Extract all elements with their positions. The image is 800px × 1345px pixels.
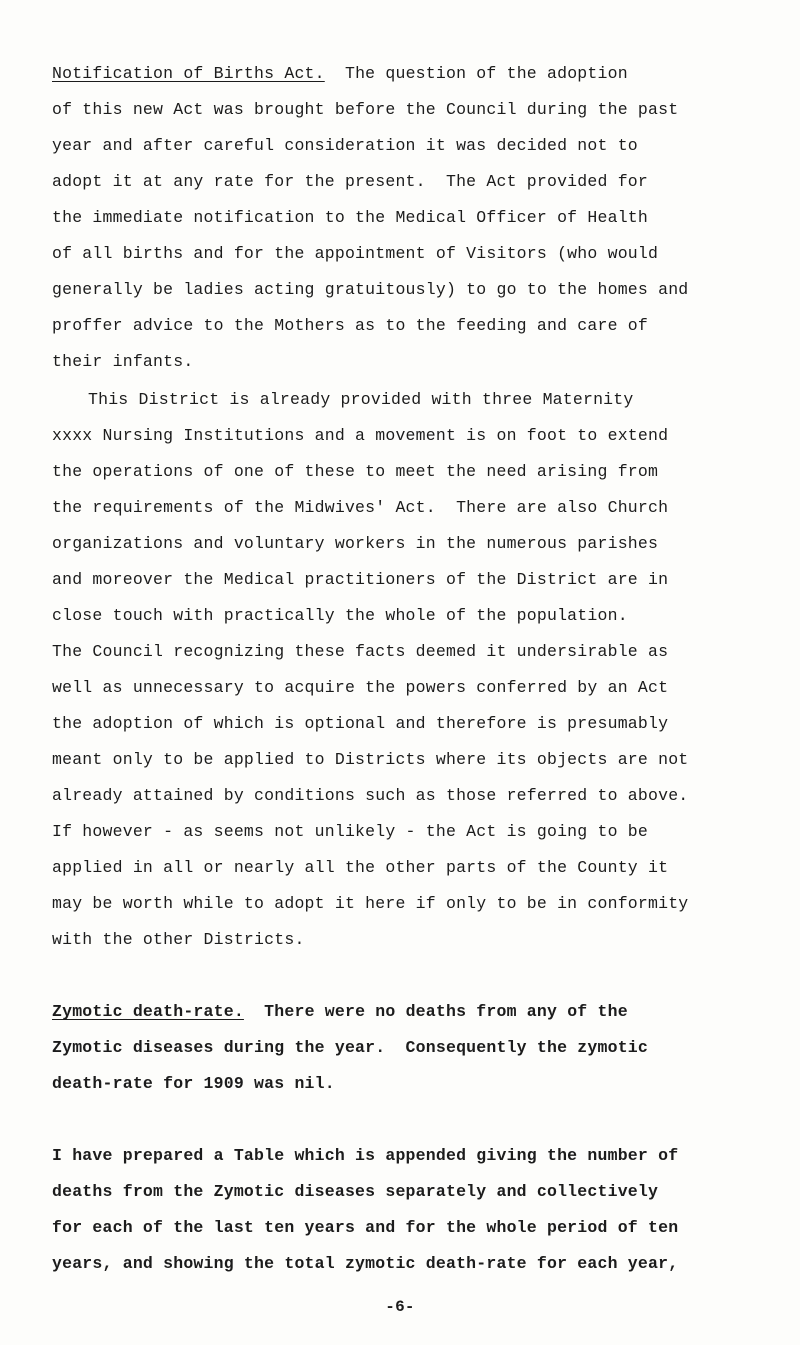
paragraph-line: applied in all or nearly all the other parts of the County it bbox=[52, 858, 669, 877]
paragraph-line: with the other Districts. bbox=[52, 930, 305, 949]
paragraph-line: proffer advice to the Mothers as to the feeding and care of bbox=[52, 316, 648, 335]
paragraph-line bbox=[52, 1004, 628, 1021]
paragraph-line: well as unnecessary to acquire the powers conferred by an Act bbox=[52, 678, 669, 697]
section-heading-notification: Notification of Births Act. bbox=[52, 64, 325, 83]
paragraph-line: the immediate notification to the Medical Officer of Health bbox=[52, 208, 648, 227]
section-heading-zymotic: Zymotic death-rate. bbox=[52, 1002, 244, 1021]
paragraph-line: generally be ladies acting gratuitously) to go to the homes and bbox=[52, 280, 689, 299]
paragraph-text: The question of the adoption bbox=[344, 64, 628, 83]
paragraph-line: xxxx Nursing Institutions and a movement is on foot to extend bbox=[52, 426, 669, 445]
paragraph-line: of this new Act was brought before the Council during the past bbox=[52, 100, 679, 119]
paragraph-line: the operations of one of these to meet the need arising from bbox=[52, 462, 659, 481]
paragraph-line: close touch with practically the whole of the population. bbox=[52, 606, 628, 625]
paragraph-line: Zymotic diseases during the year. Consequently the zymotic bbox=[52, 1038, 648, 1057]
paragraph-line: The Council recognizing these facts deemed it undersirable as bbox=[52, 642, 669, 661]
paragraph-line: years, and showing the total zymotic death-rate for each year, bbox=[52, 1254, 679, 1273]
paragraph-line: meant only to be applied to Districts where its objects are not bbox=[52, 750, 689, 769]
paragraph-line: and moreover the Medical practitioners of the District are in bbox=[52, 570, 669, 589]
paragraph-line: already attained by conditions such as those referred to above. bbox=[52, 786, 689, 805]
paragraph-line: year and after careful consideration it was decided not to bbox=[52, 136, 638, 155]
paragraph-line: I have prepared a Table which is appended giving the number of bbox=[52, 1146, 679, 1165]
paragraph-line: the adoption of which is optional and therefore is presumably bbox=[52, 714, 669, 733]
paragraph-text: There were no deaths from any of the bbox=[264, 1002, 628, 1021]
paragraph-line: death-rate for 1909 was nil. bbox=[52, 1074, 335, 1093]
paragraph-line: their infants. bbox=[52, 352, 194, 371]
paragraph-line: deaths from the Zymotic diseases separately and collectively bbox=[52, 1182, 659, 1201]
paragraph-line: adopt it at any rate for the present. The Act provided for bbox=[52, 172, 648, 191]
paragraph-line: of all births and for the appointment of Visitors (who would bbox=[52, 244, 659, 263]
paragraph-line: for each of the last ten years and for the whole period of ten bbox=[52, 1218, 679, 1237]
paragraph-line: This District is already provided with three Maternity bbox=[88, 390, 634, 409]
paragraph-line: may be worth while to adopt it here if only to be in conformity bbox=[52, 894, 689, 913]
paragraph-line: If however - as seems not unlikely - the Act is going to be bbox=[52, 822, 648, 841]
page-number: -6- bbox=[385, 1298, 415, 1316]
paragraph-line: organizations and voluntary workers in the numerous parishes bbox=[52, 534, 659, 553]
paragraph-line: the requirements of the Midwives' Act. There are also Church bbox=[52, 498, 669, 517]
paragraph-line bbox=[52, 66, 628, 83]
